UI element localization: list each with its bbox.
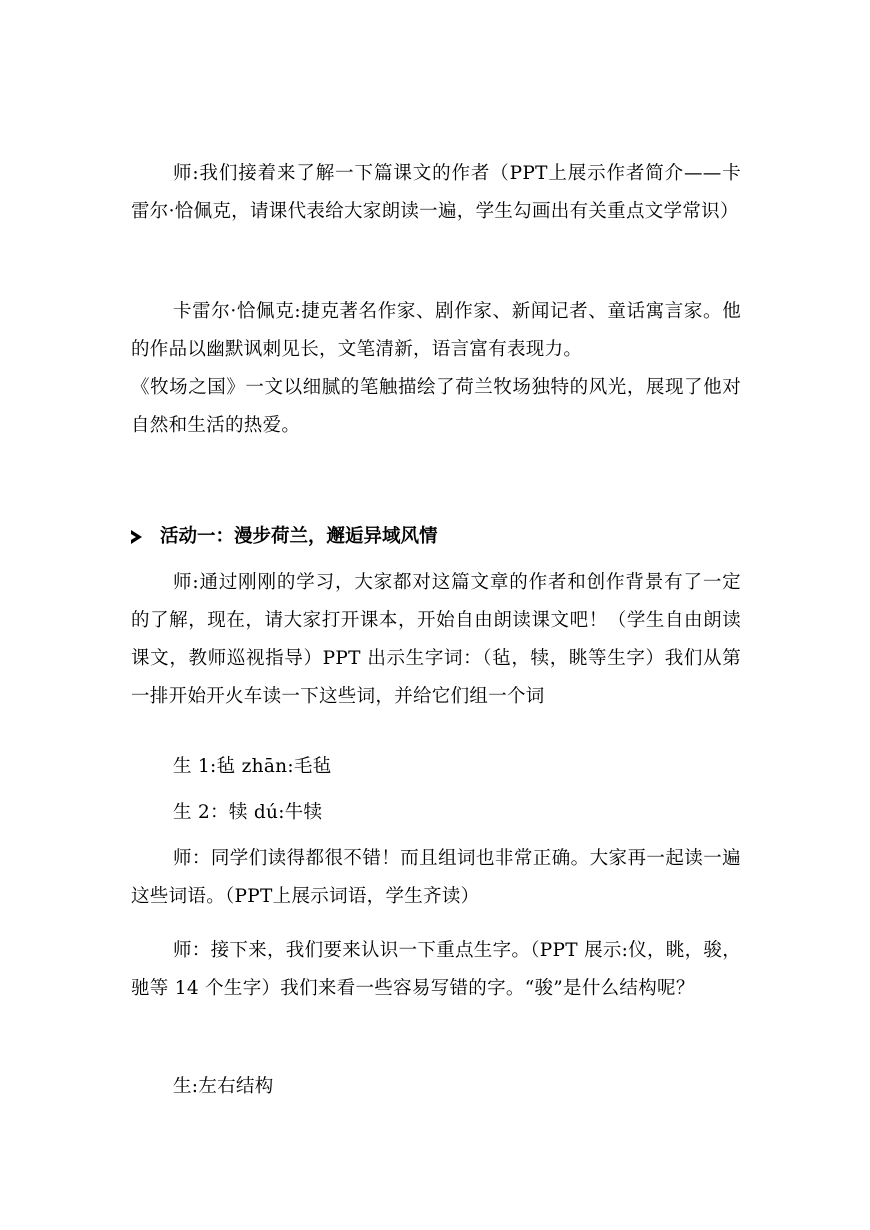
activity-heading-text: 活动一：漫步荷兰，邂逅异域风情	[160, 526, 438, 547]
paragraph-reading-activity: 师:通过刚刚的学习，大家都对这篇文章的作者和创作背景有了一定的了解，现在，请大家打开课本，开始自由朗读课文吧！（学生自由朗读课文，教师巡视指导）PPT 出示生字词：（毡，犊，眺等生字）我们从第一排开始开火车读一下这些词，并给它们组一个词	[131, 572, 741, 707]
paragraph-author-intro: 师:我们接着来了解一下篇课文的作者（PPT上展示作者简介——卡雷尔·恰佩克，请课代表给大家朗读一遍，学生勾画出有关重点文学常识）	[131, 163, 741, 222]
paragraph-student-2: 生 2：犊 dú:牛犊	[173, 802, 323, 823]
paragraph-article-summary: 《牧场之国》一文以细腻的笔触描绘了荷兰牧场独特的风光，展现了他对自然和生活的热爱。	[131, 377, 741, 436]
paragraph-key-characters: 师：接下来，我们要来认识一下重点生字。（PPT 展示:仪，眺，骏，驰等 14 个生字）我们来看一些容易写错的字。“骏”是什么结构呢？	[131, 940, 742, 999]
paragraph-student-answer: 生:左右结构	[173, 1076, 274, 1097]
activity-heading	[131, 518, 741, 556]
paragraph-teacher-praise: 师：同学们读得都很不错！而且组词也非常正确。大家再一起读一遍这些词语。（PPT上展示词语，学生齐读）	[131, 848, 741, 907]
arrow-bullet-icon	[131, 530, 142, 544]
paragraph-author-bio: 卡雷尔·恰佩克:捷克著名作家、剧作家、新闻记者、童话寓言家。他的作品以幽默讽刺见长，文笔清新，语言富有表现力。	[131, 301, 741, 360]
paragraph-student-1: 生 1:毡 zhān:毛毡	[173, 756, 332, 777]
